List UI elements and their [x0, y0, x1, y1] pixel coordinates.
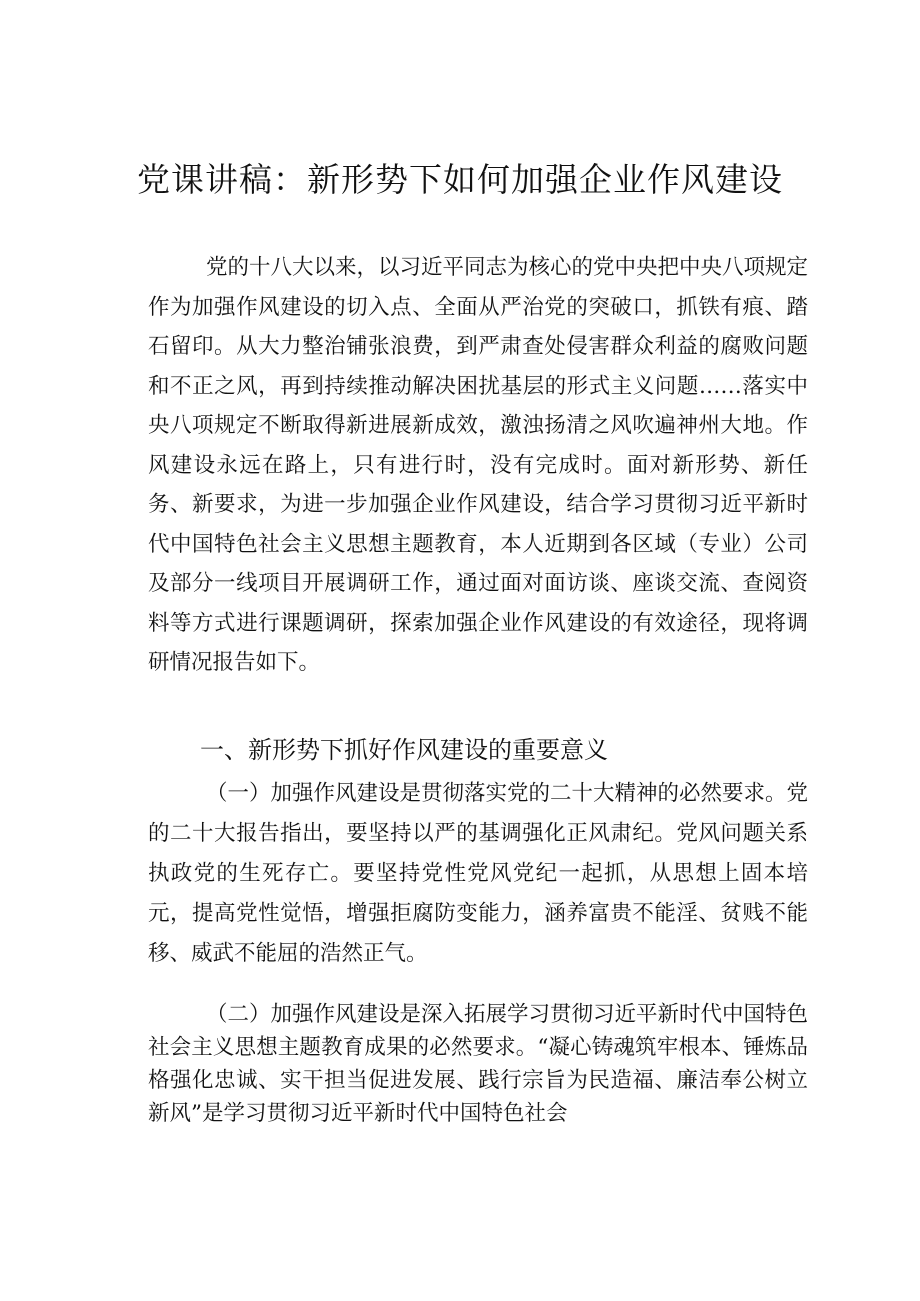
section-heading: 一、新形势下抓好作风建设的重要意义	[200, 736, 608, 764]
section-paragraph-1: （一）加强作风建设是贯彻落实党的二十大精神的必然要求。党的二十大报告指出，要坚持以严的基调强化正风肃纪。党风问题关系执政党的生死存亡。要坚持党性党风党纪一起抓，从思想上固本培元，提高党性觉悟，增强拒腐防变能力，涵养富贵不能淫、贫贱不能移、威武不能屈的浩然正气。	[148, 781, 809, 966]
document-title: 党课讲稿：新形势下如何加强企业作风建设	[137, 160, 783, 199]
intro-paragraph: 党的十八大以来，以习近平同志为核心的党中央把中央八项规定作为加强作风建设的切入点、全面从严治党的突破口，抓铁有痕、踏石留印。从大力整治铺张浪费，到严肃查处侵害群众利益的腐败问题和不正之风，再到持续推动解决困扰基层的形式主义问题……落实中央八项规定不断取得新进展新成效，激浊扬清之风吹遍神州大地。作风建设永远在路上，只有进行时，没有完成时。面对新形势、新任务、新要求，为进一步加强企业作风建设，结合学习贯彻习近平新时代中国特色社会主义思想主题教育，本人近期到各区域（专业）公司及部分一线项目开展调研工作，通过面对面访谈、座谈交流、查阅资料等方式进行课题调研，探索加强企业作风建设的有效途径，现将调研情况报告如下。	[148, 255, 809, 675]
section-paragraph-2: （二）加强作风建设是深入拓展学习贯彻习近平新时代中国特色社会主义思想主题教育成果的必然要求。“凝心铸魂筑牢根本、锤炼品格强化忠诚、实干担当促进发展、践行宗旨为民造福、廉洁奉公树立新风”是学习贯彻习近平新时代中国特色社会	[148, 1002, 809, 1126]
